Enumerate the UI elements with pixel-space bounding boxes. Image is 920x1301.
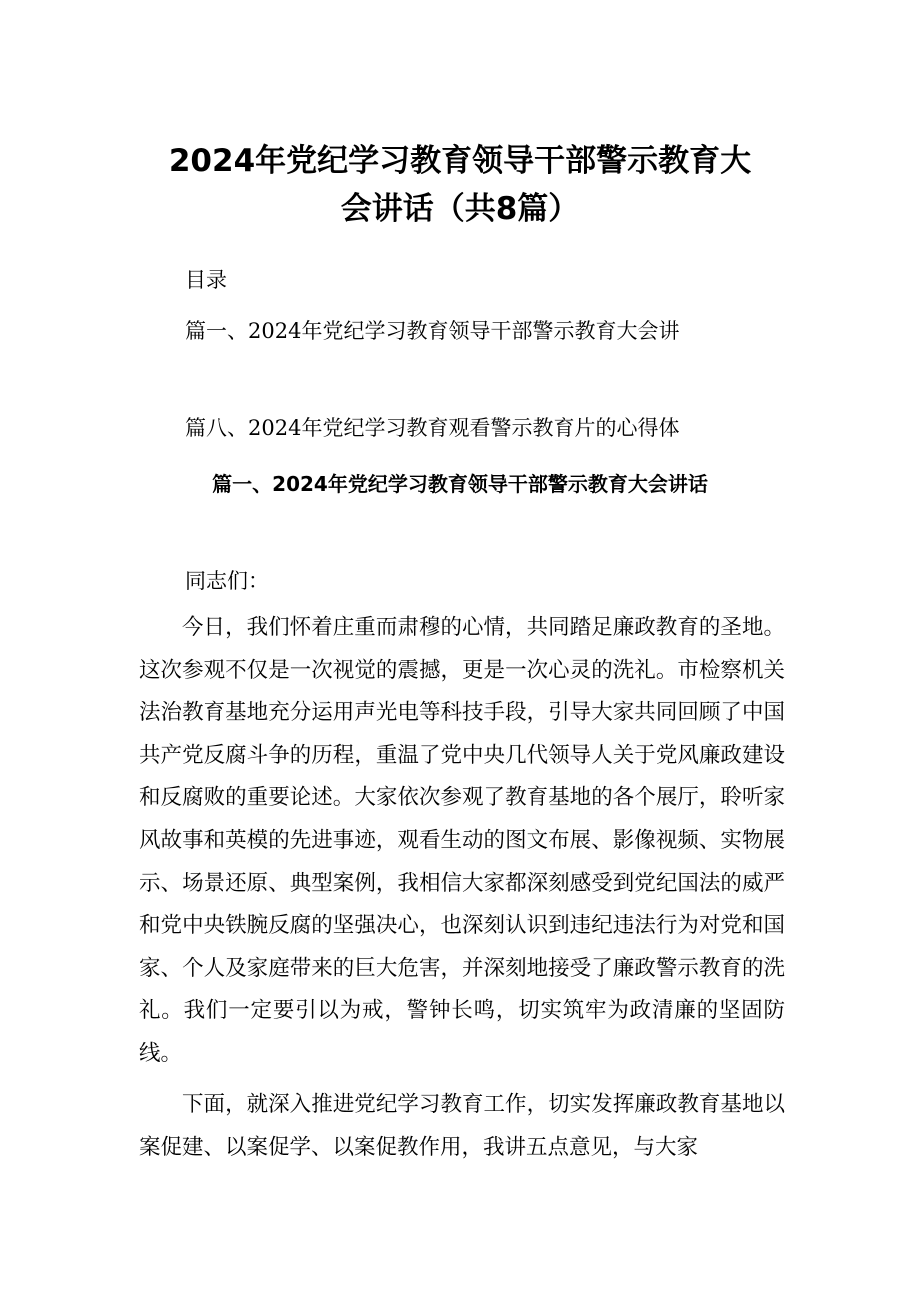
- document-title-line-2: 会讲话（共8篇）: [340, 191, 580, 227]
- section-heading: 篇一、2024年党纪学习教育领导干部警示教育大会讲话: [212, 472, 708, 496]
- document-title-line-1: 2024年党纪学习教育领导干部警示教育大: [168, 143, 752, 179]
- body-paragraph: 下面，就深入推进党纪学习教育工作，切实发挥廉政教育基地以案促建、以案促学、以案促教作用，我讲五点意见，与大家: [139, 1092, 785, 1160]
- salutation: 同志们：: [185, 569, 269, 593]
- toc-item: 篇一、2024年党纪学习教育领导干部警示教育大会讲: [185, 319, 680, 343]
- toc-item: 篇八、2024年党纪学习教育观看警示教育片的心得体: [185, 416, 680, 440]
- body-paragraph: 今日，我们怀着庄重而肃穆的心情，共同踏足廉政教育的圣地。这次参观不仅是一次视觉的震撼，更是一次心灵的洗礼。市检察机关法治教育基地充分运用声光电等科技手段，引导大家共同回顾了中国共产党反腐斗争的历程，重温了党中央几代领导人关于党风廉政建设和反腐败的重要论述。大家依次参观了教育基地的各个展厅，聆听家风故事和英模的先进事迹，观看生动的图文布展、影像视频、实物展示、场景还原、典型案例，我相信大家都深刻感受到党纪国法的威严和党中央铁腕反腐的坚强决心，也深刻认识到违纪违法行为对党和国家、个人及家庭带来的巨大危害，并深刻地接受了廉政警示教育的洗礼。我们一定要引以为戒，警钟长鸣，切实筑牢为政清廉的坚固防线。: [139, 615, 785, 1066]
- toc-label: 目录: [185, 268, 227, 292]
